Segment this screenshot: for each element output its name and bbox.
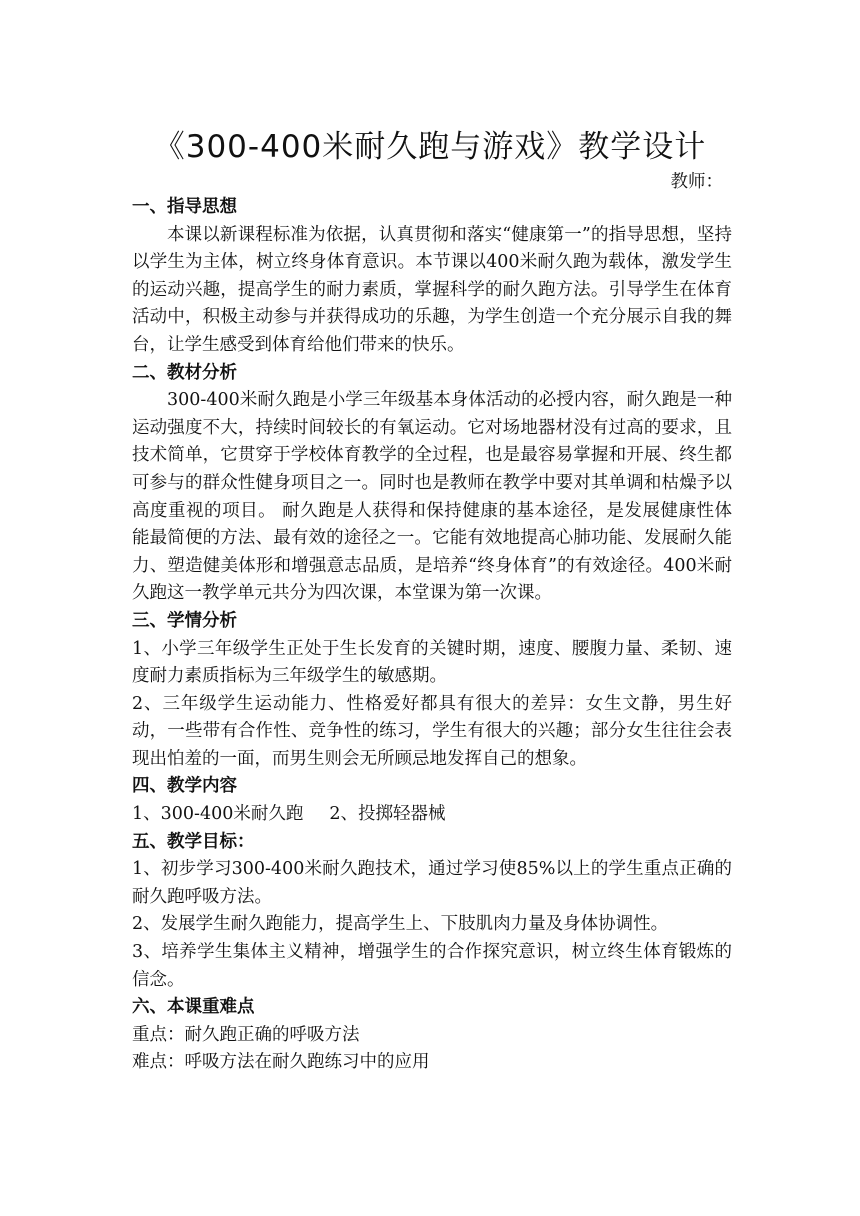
content-items <box>132 801 732 829</box>
section-student-analysis <box>132 608 732 774</box>
paragraph: 300-400米耐久跑是小学三年级基本身体活动的必授内容，耐久跑是一种运动强度不大，持续时间较长的有氧运动。它对场地器材没有过高的要求，且技术简单，它贯穿于学校体育教学的全过程，也是最容易掌握和开展、终生都可参与的群众性健身项目之一。同时也是教师在教学中要对其单调和枯燥予以高度重视的项目。 耐久跑是人获得和保持健康的基本途径，是发展健康性体能最简便的方法、最有效的途径之一。它能有效地提高心肺功能、发展耐久能力、塑造健美体形和增强意志品质，是培养“终身体育”的有效途径。400米耐久跑这一教学单元共分为四次课，本堂课为第一次课。 <box>132 390 732 604</box>
content-item: 2、投掷轻器械 <box>329 804 446 825</box>
paragraph: 2、三年级学生运动能力、性格爱好都具有很大的差异：女生文静，男生好动，一些带有合作性、竞争性的练习，学生有很大的兴趣；部分女生往往会表现出怕羞的一面，而男生则会无所顾忌地发挥自己的想象。 <box>132 693 732 769</box>
section-heading: 一、指导思想 <box>132 197 237 217</box>
section-heading: 三、学情分析 <box>132 610 237 631</box>
paragraph: 3、培养学生集体主义精神，增强学生的合作探究意识，树立终生体育锻炼的信念。 <box>132 942 732 990</box>
document-body <box>132 194 732 1077</box>
paragraph: 1、初步学习300-400米耐久跑技术，通过学习使85%以上的学生重点正确的耐久跑呼吸方法。 <box>132 859 732 907</box>
section-heading: 五、教学目标： <box>132 831 255 852</box>
section-key-difficult-points <box>132 994 732 1077</box>
section-guiding-ideology <box>132 194 732 360</box>
content-item: 1、300-400米耐久跑 <box>132 804 304 825</box>
section-teaching-content <box>132 773 732 828</box>
document-title: 《300-400米耐久跑与游戏》教学设计 <box>153 128 707 165</box>
section-heading: 四、教学内容 <box>132 776 237 797</box>
paragraph: 2、发展学生耐久跑能力，提高学生上、下肢肌肉力量及身体协调性。 <box>132 914 669 935</box>
section-material-analysis <box>132 360 732 608</box>
section-heading: 二、教材分析 <box>132 362 237 383</box>
teacher-label: 教师： <box>670 172 723 192</box>
paragraph: 1、小学三年级学生正处于生长发育的关键时期，速度、腰腹力量、柔韧、速度耐力素质指标为三年级学生的敏感期。 <box>132 638 732 687</box>
section-teaching-goals <box>132 829 732 995</box>
section-heading: 六、本课重难点 <box>132 997 255 1018</box>
paragraph: 本课以新课程标准为依据，认真贯彻和落实“健康第一”的指导思想，坚持以学生为主体，树立终身体育意识。本节课以400米耐久跑为载体，激发学生的运动兴趣，提高学生的耐力素质，掌握科学的耐久跑方法。引导学生在体育活动中，积极主动参与并获得成功的乐趣，为学生创造一个充分展示自我的舞台，让学生感受到体育给他们带来的快乐。 <box>132 224 732 355</box>
paragraph: 难点：呼吸方法在耐久跑练习中的应用 <box>132 1052 430 1073</box>
paragraph: 重点：耐久跑正确的呼吸方法 <box>132 1024 360 1045</box>
